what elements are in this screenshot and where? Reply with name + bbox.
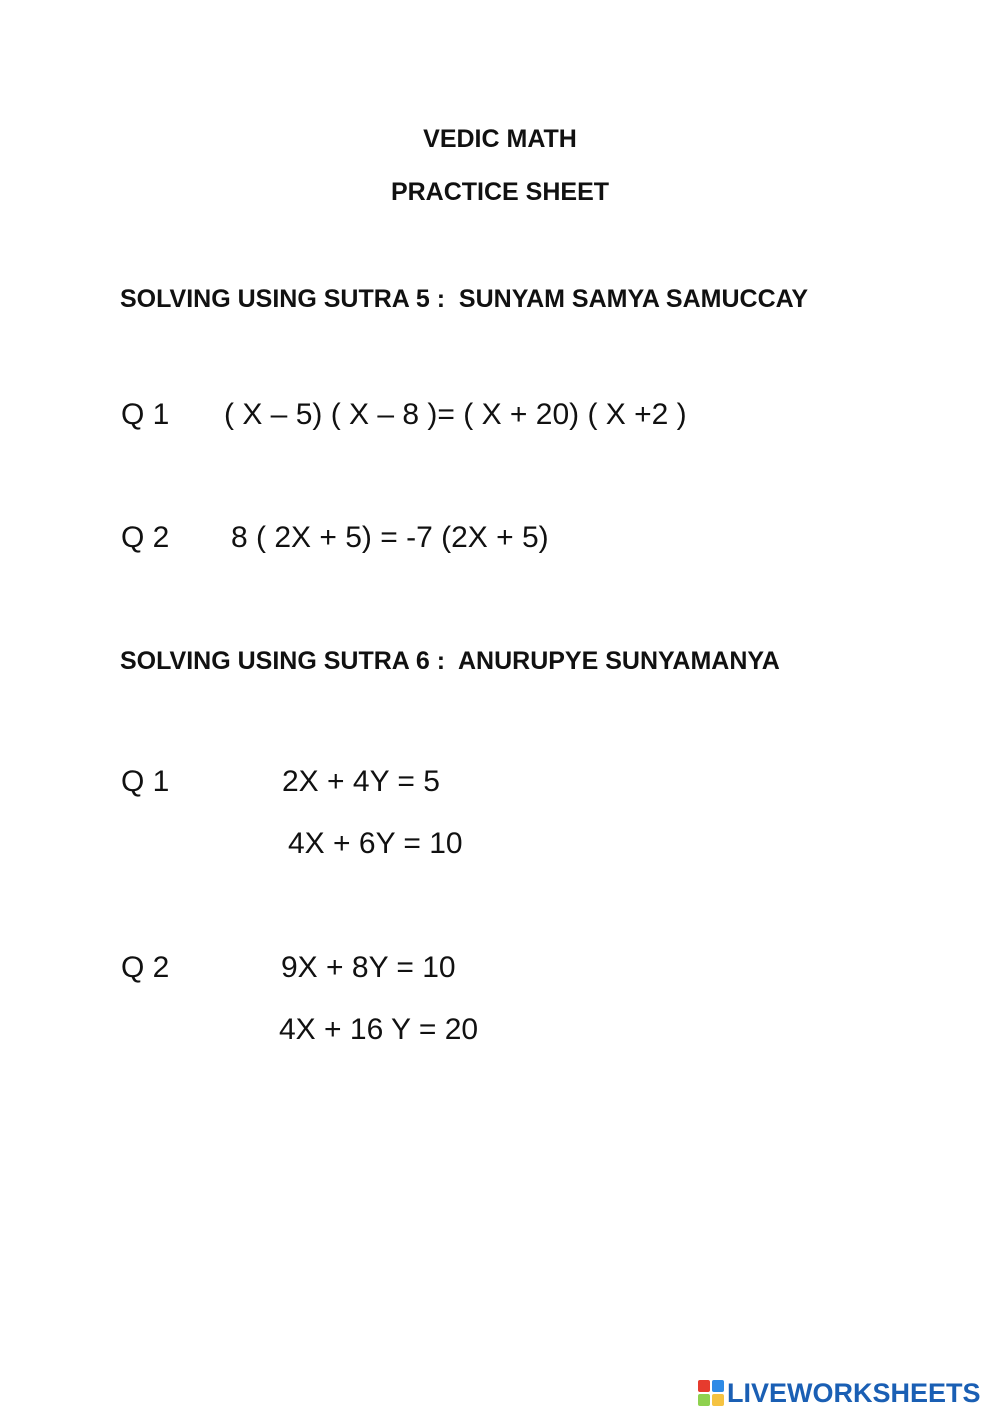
document-subtitle: PRACTICE SHEET <box>390 178 610 206</box>
equation: 9X + 8Y = 10 <box>281 951 456 984</box>
liveworksheets-logo-icon <box>698 1380 724 1406</box>
equation: 2X + 4Y = 5 <box>282 765 440 798</box>
question-label: Q 2 <box>121 951 170 984</box>
question-label: Q 1 <box>121 398 170 431</box>
equation: 4X + 16 Y = 20 <box>279 1013 479 1046</box>
document-title: VEDIC MATH <box>423 125 577 153</box>
logo-tile <box>712 1394 724 1406</box>
equation: 4X + 6Y = 10 <box>288 827 463 860</box>
question-label: Q 2 <box>121 521 170 554</box>
liveworksheets-watermark <box>698 1376 981 1410</box>
watermark-text: LIVEWORKSHEETS <box>727 1378 981 1408</box>
equation: 8 ( 2X + 5) = -7 (2X + 5) <box>231 521 549 554</box>
section-heading-sutra-5: SOLVING USING SUTRA 5 : SUNYAM SAMYA SAMUCCAY <box>120 285 809 313</box>
logo-tile <box>698 1380 710 1392</box>
logo-tile <box>698 1394 710 1406</box>
question-label: Q 1 <box>121 765 170 798</box>
logo-tile <box>712 1380 724 1392</box>
equation: ( X – 5) ( X – 8 )= ( X + 20) ( X +2 ) <box>224 398 687 431</box>
section-heading-sutra-6: SOLVING USING SUTRA 6 : ANURUPYE SUNYAMANYA <box>120 647 780 675</box>
